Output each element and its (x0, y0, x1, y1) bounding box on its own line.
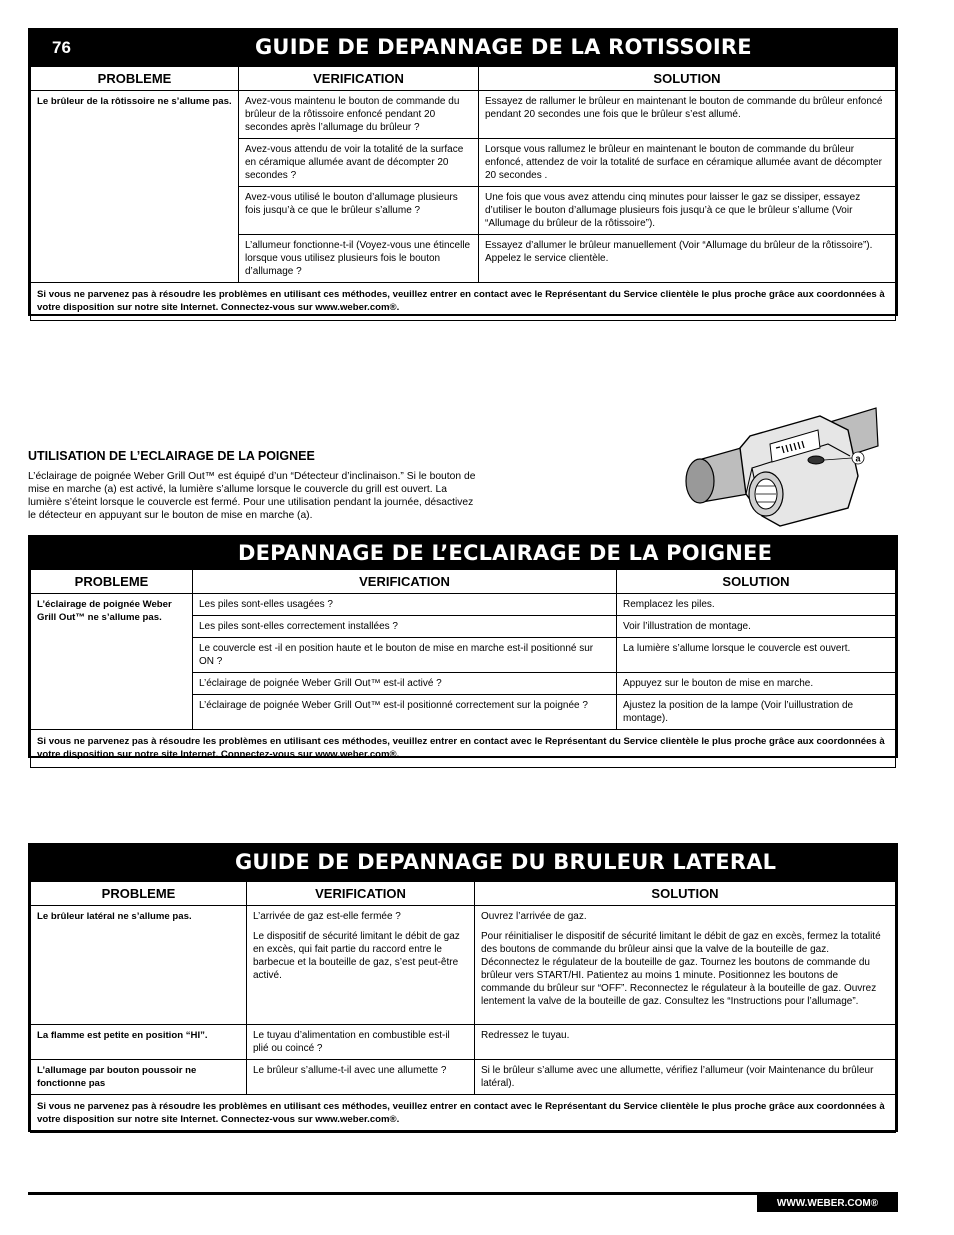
verification-cell (247, 906, 475, 1025)
verification-cell: L’éclairage de poignée Weber Grill Out™ est-il activé ? (193, 673, 617, 695)
handle-light-title-bar (30, 537, 896, 569)
table-row (31, 1025, 896, 1060)
header-verification: VERIFICATION (193, 570, 617, 594)
solution-cell: Redressez le tuyau. (475, 1025, 896, 1060)
verification-cell: Avez-vous maintenu le bouton de commande du brûleur de la rôtissoire enfoncé pendant 20 secondes après l’allumage du brûleur ? (239, 91, 479, 139)
header-probleme: PROBLEME (31, 570, 193, 594)
table-row (31, 906, 896, 1025)
header-probleme: PROBLEME (31, 67, 239, 91)
handle-light-table (30, 569, 896, 768)
solution-text: Pour réinitialiser le dispositif de sécurité limitant le débit de gaz en excès, fermez la totalité des boutons de commande du brûleur ainsi que la valve de la bouteille de gaz. Déconnectez le régulateur de la bouteille de gaz. Tournez les boutons de commande du brûleur vers START/HI. Patientez au moins 1 minute. Positionnez les boutons de commande du brûleur sur “OFF”. Reconnectez le régulateur à la bouteille de gaz. Ouvrez lentement la valve de la bouteille de gaz. Consultez les “Instructions pour l’allumage”. (481, 931, 881, 1007)
solution-cell: Une fois que vous avez attendu cinq minutes pour laisser le gaz se dissiper, essayez d’utiliser le bouton d’allumage plusieurs fois jusqu’à ce que le brûleur s’allume (Voir “Allumage du brûleur de la rôtissoire”). (479, 187, 896, 235)
verification-cell: Avez-vous utilisé le bouton d’allumage plusieurs fois jusqu’à ce que le brûleur s’allume ? (239, 187, 479, 235)
solution-cell: Appuyez sur le bouton de mise en marche. (617, 673, 896, 695)
solution-cell: Remplacez les piles. (617, 594, 896, 616)
table-header-row (31, 882, 896, 906)
rotisserie-title-bar (30, 30, 896, 66)
table-header-row (31, 67, 896, 91)
solution-cell: Essayez de rallumer le brûleur en maintenant le bouton de commande du brûleur enfoncé pendant 20 secondes une fois que le brûleur s’est allumé. (479, 91, 896, 139)
header-verification: VERIFICATION (247, 882, 475, 906)
header-solution: SOLUTION (617, 570, 896, 594)
support-note: Si vous ne parvenez pas à résoudre les problèmes en utilisant ces méthodes, veuillez entrer en contact avec le Représentant du Service clientèle le plus proche grâce aux coordonnées à votre disposition sur notre site Internet. Connectez-vous sur www.weber.com®. (31, 283, 896, 321)
table-row (31, 1060, 896, 1095)
verification-cell: Le brûleur s’allume-t-il avec une allumette ? (247, 1060, 475, 1095)
handle-light-illustration (680, 404, 880, 534)
verification-cell: Les piles sont-elles usagées ? (193, 594, 617, 616)
note-row (31, 730, 896, 768)
rotisserie-table (30, 66, 896, 321)
problem-cell: La flamme est petite en position “HI”. (31, 1025, 247, 1060)
footer-url[interactable]: WWW.WEBER.COM® (757, 1195, 898, 1212)
table-row (31, 594, 896, 616)
page-number: 76 (52, 38, 71, 57)
verification-cell: Avez-vous attendu de voir la totalité de la surface en céramique allumée avant de décompter 20 secondes ? (239, 139, 479, 187)
header-solution: SOLUTION (479, 67, 896, 91)
header-solution: SOLUTION (475, 882, 896, 906)
support-note: Si vous ne parvenez pas à résoudre les problèmes en utilisant ces méthodes, veuillez entrer en contact avec le Représentant du Service clientèle le plus proche grâce aux coordonnées à votre disposition sur notre site Internet. Connectez-vous sur www.weber.com®. (31, 730, 896, 768)
note-row (31, 1095, 896, 1133)
verification-cell: L’éclairage de poignée Weber Grill Out™ est-il positionné correctement sur la poignée ? (193, 695, 617, 730)
note-row (31, 283, 896, 321)
solution-cell: Essayez d’allumer le brûleur manuellement (Voir “Allumage du brûleur de la rôtissoire”). Appelez le service clientèle. (479, 235, 896, 283)
verification-cell: Le tuyau d’alimentation en combustible est-il plié ou coincé ? (247, 1025, 475, 1060)
verification-text: Le dispositif de sécurité limitant le débit de gaz en excès, qui fait partie du raccord entre le barbecue et la bouteille de gaz, s’est peut-être activé. (253, 931, 460, 981)
verification-text: L’arrivée de gaz est-elle fermée ? (253, 911, 401, 922)
verification-cell: Les piles sont-elles correctement installées ? (193, 616, 617, 638)
side-burner-title-bar (30, 845, 896, 881)
solution-cell: La lumière s’allume lorsque le couvercle est ouvert. (617, 638, 896, 673)
handle-light-heading: UTILISATION DE L’ECLAIRAGE DE LA POIGNEE (28, 449, 315, 463)
side-burner-title: GUIDE DE DEPANNAGE DU BRULEUR LATERAL (235, 850, 777, 874)
side-burner-troubleshooting-section (28, 843, 898, 1132)
solution-cell: Voir l’illustration de montage. (617, 616, 896, 638)
solution-cell: Ajustez la position de la lampe (Voir l’uillustration de montage). (617, 695, 896, 730)
handle-light-title: DEPANNAGE DE L’ECLAIRAGE DE LA POIGNEE (238, 541, 773, 565)
support-note: Si vous ne parvenez pas à résoudre les problèmes en utilisant ces méthodes, veuillez entrer en contact avec le Représentant du Service clientèle le plus proche grâce aux coordonnées à votre disposition sur notre site Internet. Connectez-vous sur www.weber.com®. (31, 1095, 896, 1133)
problem-cell: L’allumage par bouton poussoir ne fonctionne pas (31, 1060, 247, 1095)
handle-light-troubleshooting-section (28, 535, 898, 758)
verification-cell: L’allumeur fonctionne-t-il (Voyez-vous une étincelle lorsque vous utilisez plusieurs fois le bouton d’allumage ? (239, 235, 479, 283)
problem-cell: Le brûleur latéral ne s’allume pas. (31, 906, 247, 1025)
solution-text: Ouvrez l’arrivée de gaz. (481, 911, 587, 922)
handle-light-intro: L’éclairage de poignée Weber Grill Out™ est équipé d’un “Détecteur d’inclinaison.” Si le bouton de mise en marche (a) est activé, la lumière s’allume lorsque le couvercle du grill est ouvert. La lumière s’éteint lorsque le couvercle est fermé. Pour une utilisation pendant la journée, désactivez le détecteur en appuyant sur le bouton de mise en marche (a). (28, 471, 476, 521)
callout-a: a (855, 453, 861, 464)
verification-cell: Le couvercle est -il en position haute et le bouton de mise en marche est-il positionné sur ON ? (193, 638, 617, 673)
rotisserie-title: GUIDE DE DEPANNAGE DE LA ROTISSOIRE (255, 35, 752, 59)
solution-cell: Si le brûleur s’allume avec une allumette, vérifiez l’allumeur (voir Maintenance du brûleur latéral). (475, 1060, 896, 1095)
problem-cell: L’éclairage de poignée Weber Grill Out™ ne s’allume pas. (31, 594, 193, 730)
header-verification: VERIFICATION (239, 67, 479, 91)
table-header-row (31, 570, 896, 594)
rotisserie-troubleshooting-section (28, 28, 898, 316)
solution-cell (475, 906, 896, 1025)
header-probleme: PROBLEME (31, 882, 247, 906)
problem-cell: Le brûleur de la rôtissoire ne s’allume pas. (31, 91, 239, 283)
table-row (31, 91, 896, 139)
side-burner-table (30, 881, 896, 1133)
solution-cell: Lorsque vous rallumez le brûleur en maintenant le bouton de commande du brûleur enfoncé, attendez de voir la totalité de surface en céramique allumée avant de décompter 20 secondes . (479, 139, 896, 187)
